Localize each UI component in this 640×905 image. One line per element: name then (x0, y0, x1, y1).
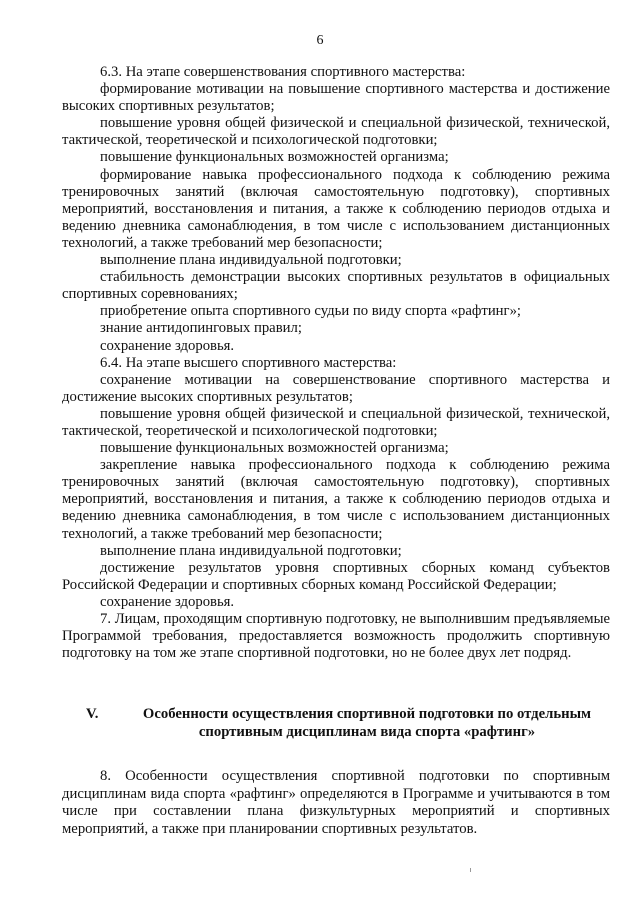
scan-mark (470, 868, 471, 872)
paragraph-item: повышение функциональных возможностей организма; (100, 149, 449, 166)
section-number: V. (86, 706, 99, 722)
page-number: 6 (316, 33, 324, 48)
paragraph-item: сохранение здоровья. (100, 337, 235, 354)
paragraph-item: приобретение опыта спортивного судьи по виду спорта «рафтинг»; (100, 303, 521, 320)
paragraph-7: 7. Лицам, проходящим спортивную подготовку, не выполнившим предъявляемые Программой требования, предоставляется возможность продолжить спортивную подготовку на том же этапе спортивной подготовки, но не более двух лет подряд. (62, 611, 610, 662)
section-title: Особенности осуществления спортивной подготовки по отдельным спортивным дисциплинам вида спорта «рафтинг» (142, 706, 592, 740)
section-heading (62, 706, 610, 741)
paragraph-item: выполнение плана индивидуальной подготовки; (100, 252, 402, 269)
paragraph-item: сохранение мотивации на совершенствование спортивного мастерства и достижение высоких спортивных результатов; (62, 371, 610, 405)
paragraph-item: формирование навыка профессионального подхода к соблюдению режима тренировочных занятий (включая самостоятельную подготовку), спортивных мероприятий, восстановления и питания, а также к соблюдению периодов отдыха и ведению дневника самонаблюдения, в том числе с использованием дистанционных технологий, а также требований мер безопасности; (62, 166, 610, 251)
paragraph-item: повышение уровня общей физической и специальной физической, технической, тактической, теоретической и психологической подготовки; (62, 115, 610, 149)
paragraph-item: повышение уровня общей физической и специальной физической, технической, тактической, теоретической и психологической подготовки; (62, 405, 610, 439)
paragraph-item: стабильность демонстрации высоких спортивных результатов в официальных спортивных соревнованиях; (62, 269, 610, 303)
closing-text (62, 768, 610, 838)
paragraph-item: закрепление навыка профессионального подхода к соблюдению режима тренировочных занятий (включая самостоятельную подготовку), спортивных мероприятий, восстановления и питания, а также к соблюдению периодов отдыха и ведению дневника самонаблюдения, в том числе с использованием дистанционных технологий, а также требований мер безопасности; (62, 457, 610, 542)
paragraph-8: 8. Особенности осуществления спортивной подготовки по спортивным дисциплинам вида спорта «рафтинг» определяются в Программе и учитываются в том числе при составлении плана физкультурных мероприятий и спортивных мероприятий, а также при планировании спортивных результатов. (62, 768, 610, 837)
paragraph-item: выполнение плана индивидуальной подготовки; (100, 542, 402, 559)
paragraph-item: формирование мотивации на повышение спортивного мастерства и достижение высоких спортивных результатов; (62, 81, 610, 115)
paragraph-6-4-heading: 6.4. На этапе высшего спортивного мастерства: (100, 354, 397, 371)
body-text (62, 64, 610, 662)
paragraph-item: повышение функциональных возможностей организма; (100, 440, 449, 457)
paragraph-item: сохранение здоровья. (100, 593, 235, 610)
paragraph-item: достижение результатов уровня спортивных сборных команд субъектов Российской Федерации и спортивных сборных команд Российской Федерации; (62, 559, 610, 593)
paragraph-6-3-heading: 6.3. На этапе совершенствования спортивного мастерства: (100, 64, 466, 80)
paragraph-item: знание антидопинговых правил; (100, 320, 302, 337)
